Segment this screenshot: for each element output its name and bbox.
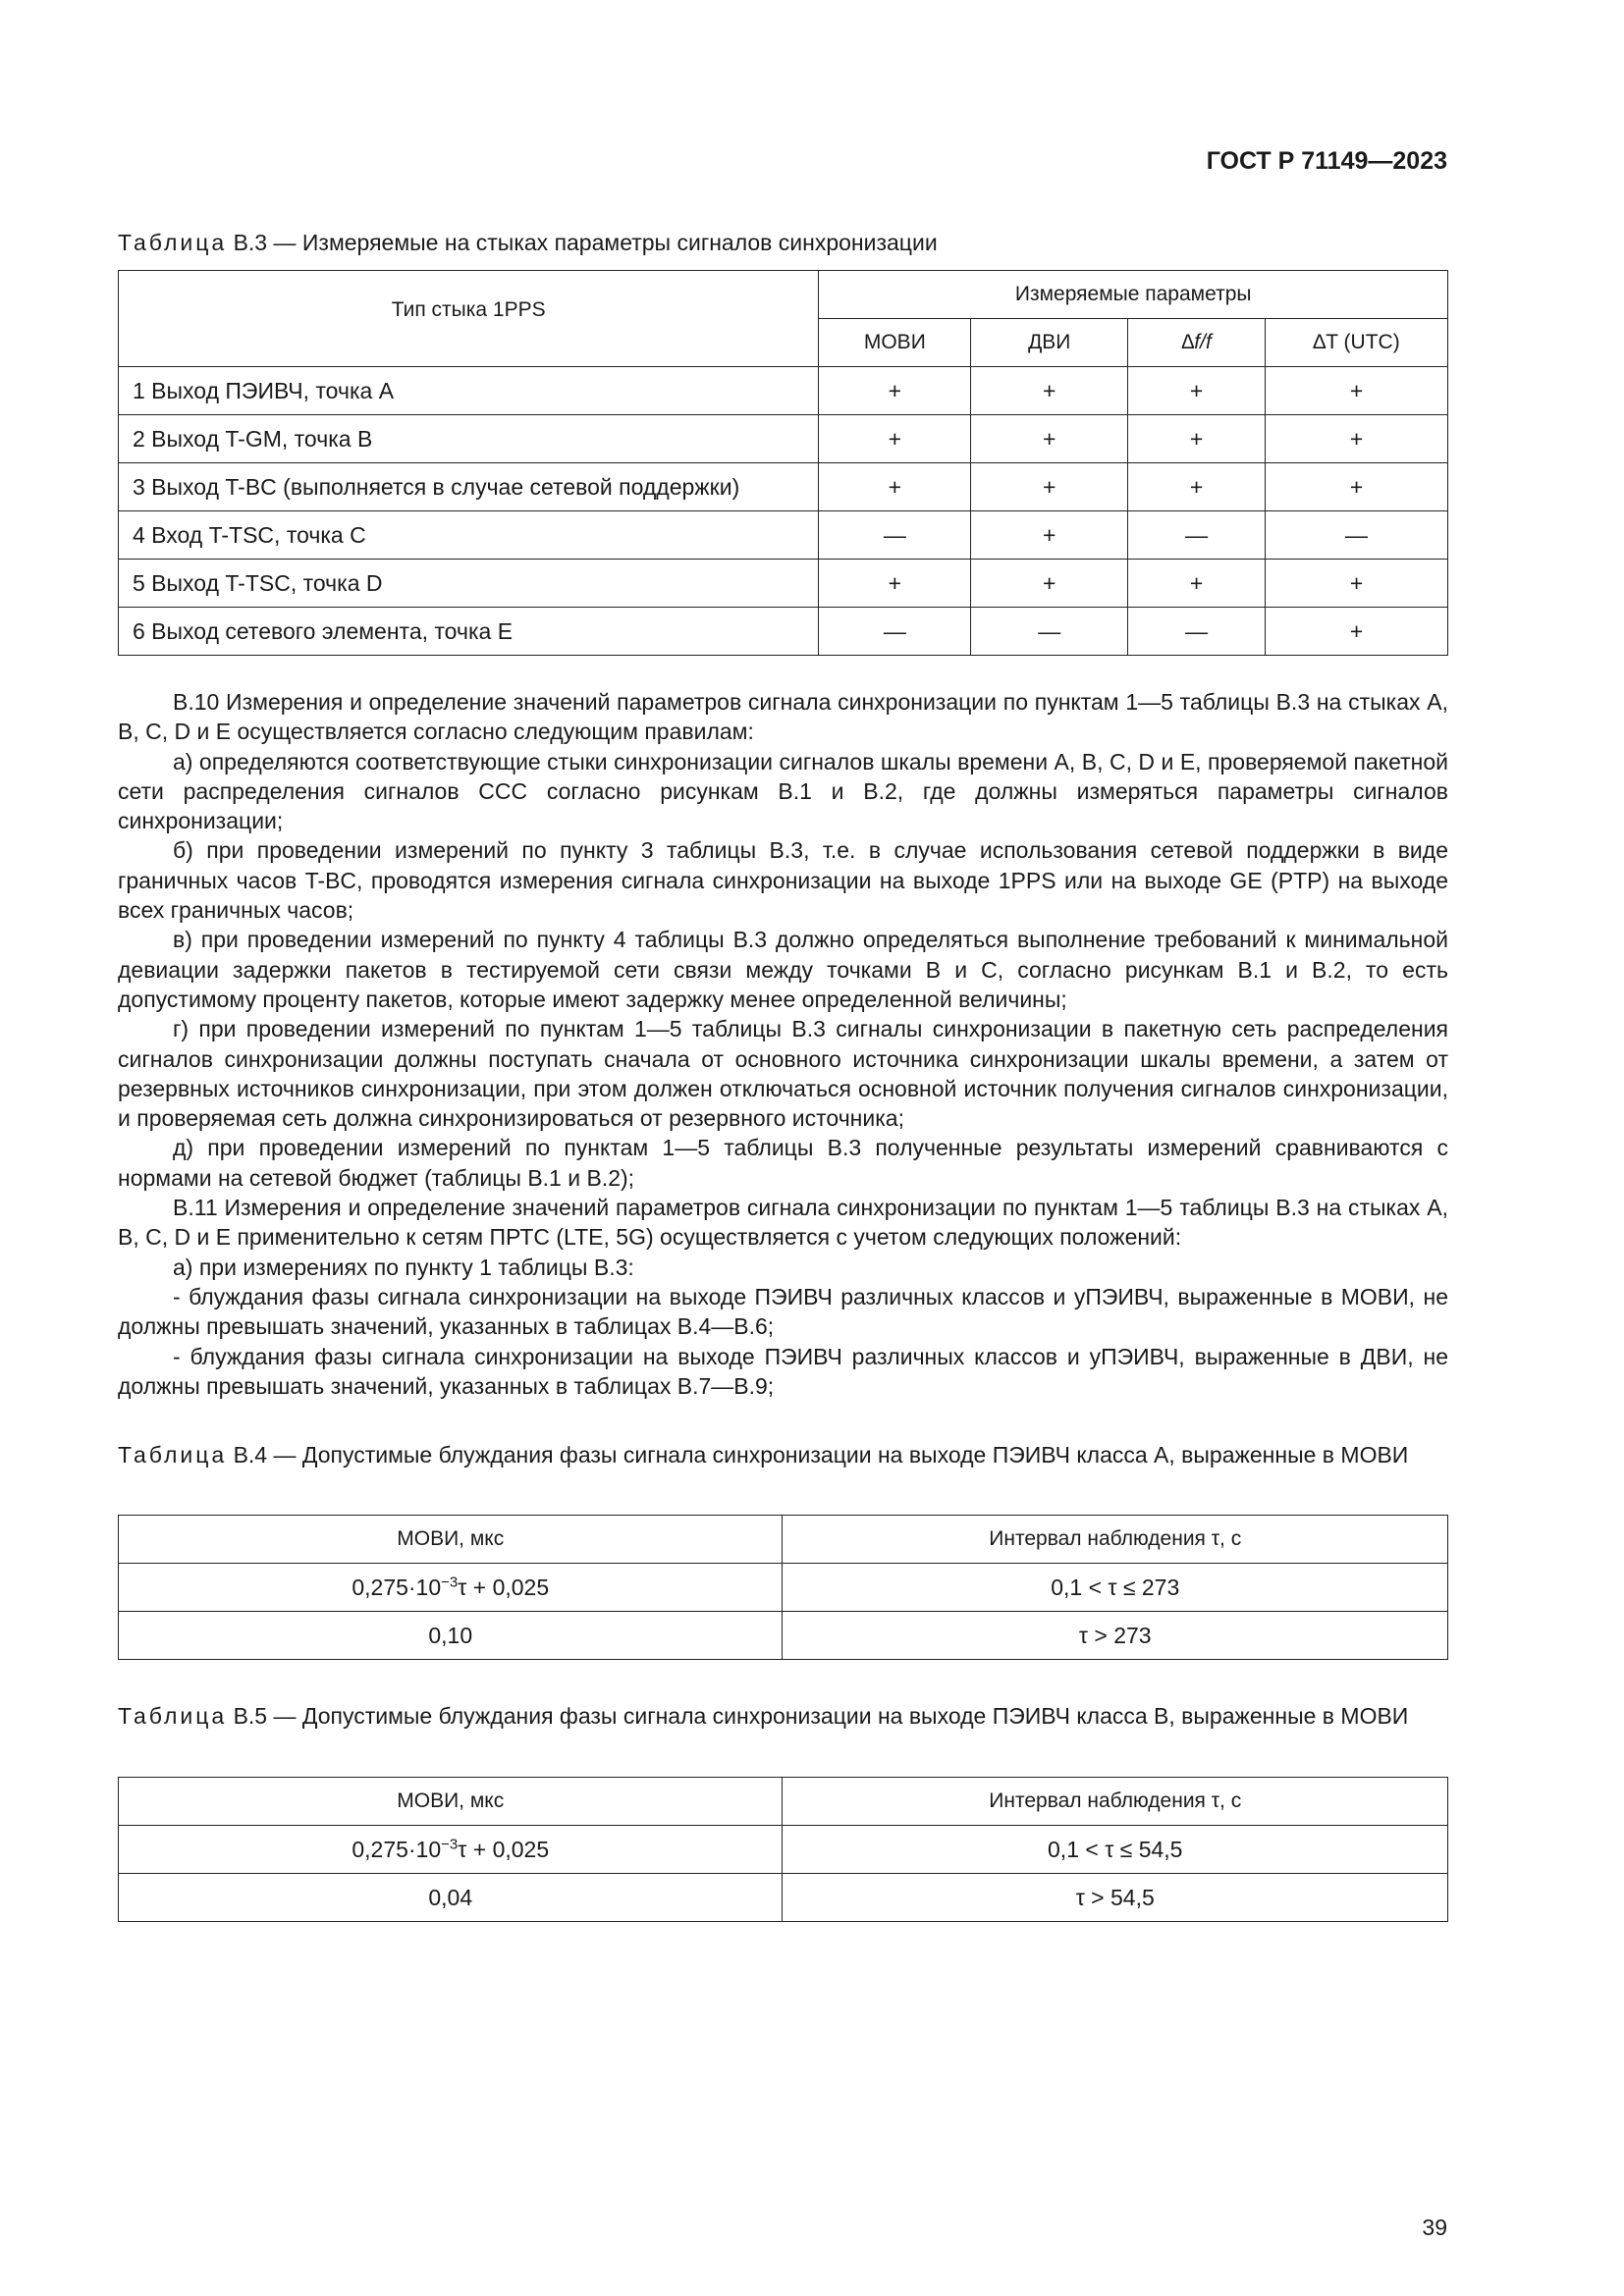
paragraph: а) определяются соответствующие стыки синхронизации сигналов шкалы времени A, B, C, D и E, проверяемой пакетной сети распределения сигналов ССС согласно рисункам В.1 и В.2, где должны измеряться параметры сигналов синхронизации; [118,748,1448,834]
row-name: 6 Выход сетевого элемента, точка E [119,608,819,656]
cell: + [1266,415,1448,463]
table-b5 [118,1777,1448,1922]
cell: + [971,560,1128,608]
paragraph: г) при проведении измерений по пунктам 1—5 таблицы В.3 сигналы синхронизации в пакетную сеть распределения сигналов синхронизации должны поступать сначала от основного источника синхронизации шкалы времени, а затем от резервных источников синхронизации, при этом должен отключаться основной источник получения сигналов синхронизации, и проверяемая сеть должна синхронизироваться от резервного источника; [118,1016,1448,1132]
cell: + [971,463,1128,511]
cell: — [819,511,971,560]
table-b3-caption [118,228,1448,257]
caption-text: В.5 — Допустимые блуждания фазы сигнала синхронизации на выходе ПЭИВЧ класса B, выраженные в МОВИ [227,1703,1409,1729]
row-name: 3 Выход T-BC (выполняется в случае сетевой поддержки) [119,463,819,511]
col-header-type: Тип стыка 1PPS [119,271,819,367]
cell: — [1266,511,1448,560]
standard-designation: ГОСТ Р 71149—2023 [1206,147,1447,175]
col-header-dt: ∆T (UTC) [1266,319,1448,367]
cell: — [1128,511,1266,560]
col-header-interval: Интервал наблюдения τ, с [783,1778,1448,1826]
row-name: 4 Вход T-TSC, точка C [119,511,819,560]
formula-exp: −3 [441,1573,459,1590]
table-row [119,608,1448,656]
cell: + [1128,463,1266,511]
caption-text: В.3 — Измеряемые на стыках параметры сигналов синхронизации [227,230,938,255]
paragraph: В.11 Измерения и определение значений параметров сигнала синхронизации по пунктам 1—5 таблицы В.3 на стыках А, B, C, D и E применительно к сетям ПРТС (LTE, 5G) осуществляется с учетом следующих положений: [118,1195,1448,1251]
row-name: 1 Выход ПЭИВЧ, точка А [119,367,819,415]
paragraph: - блуждания фазы сигнала синхронизации на выходе ПЭИВЧ различных классов и уПЭИВЧ, выраженные в МОВИ, не должны превышать значений, указанных в таблицах В.4—В.6; [118,1283,1448,1340]
paragraph: а) при измерениях по пункту 1 таблицы В.3: [173,1254,634,1280]
table-row [119,367,1448,415]
row-name: 2 Выход T-GM, точка B [119,415,819,463]
cell: 0,04 [119,1874,783,1922]
formula-b: τ + 0,025 [458,1836,550,1862]
cell: + [1128,367,1266,415]
cell: + [1128,560,1266,608]
cell: + [819,367,971,415]
paragraph: в) при проведении измерений по пункту 4 таблицы В.3 должно определяться выполнение требований к минимальной девиации задержки пакетов в тестируемой сети связи между точками B и C, согласно рисункам В.1 и В.2, то есть допустимому проценту пакетов, которые имеют задержку менее определенной величины; [118,927,1448,1012]
formula-b: τ + 0,025 [458,1574,550,1600]
table-row [119,1874,1448,1922]
formula-cell [119,1564,783,1612]
col-header-df: ∆f/f [1128,319,1266,367]
row-name: 5 Выход T-TSC, точка D [119,560,819,608]
cell: 0,1 < τ ≤ 273 [783,1564,1448,1612]
table-b5-caption [118,1701,1448,1731]
cell: τ > 54,5 [783,1874,1448,1922]
table-row [119,463,1448,511]
formula-exp: −3 [441,1835,459,1852]
caption-label: Таблица [118,1703,228,1729]
cell: + [819,560,971,608]
table-row [119,1564,1448,1612]
cell: — [1128,608,1266,656]
cell: + [971,511,1128,560]
formula-a: 0,275·10 [352,1574,442,1600]
paragraph: б) при проведении измерений по пункту 3 таблицы В.3, т.е. в случае использования сетевой поддержки в виде граничных часов T-BC, проводятся измерения сигнала синхронизации на выходе 1PPS или на выходе GE (PTP) на выходе всех граничных часов; [118,837,1448,924]
cell: + [819,463,971,511]
table-row [119,560,1448,608]
table-b4 [118,1515,1448,1660]
cell: + [1266,560,1448,608]
paragraph: д) при проведении измерений по пунктам 1—5 таблицы В.3 полученные результаты измерений сравниваются с нормами на сетевой бюджет (таблицы В.1 и В.2); [118,1135,1448,1191]
caption-label: Таблица [118,1442,228,1468]
cell: + [971,367,1128,415]
table-row [119,1612,1448,1660]
col-header-dvi: ДВИ [971,319,1128,367]
table-row [119,415,1448,463]
cell: 0,10 [119,1612,783,1660]
cell: + [819,415,971,463]
table-b4-caption [118,1440,1448,1469]
cell: + [1266,608,1448,656]
cell: τ > 273 [783,1612,1448,1660]
cell: — [971,608,1128,656]
paragraph: В.10 Измерения и определение значений параметров сигнала синхронизации по пунктам 1—5 таблицы В.3 на стыках А, B, C, D и E осуществляется согласно следующим правилам: [118,689,1448,745]
cell: — [819,608,971,656]
table-row [119,1826,1448,1874]
paragraph: - блуждания фазы сигнала синхронизации на выходе ПЭИВЧ различных классов и уПЭИВЧ, выраженные в ДВИ, не должны превышать значений, указанных в таблицах В.7—В.9; [118,1343,1448,1399]
cell: 0,1 < τ ≤ 54,5 [783,1826,1448,1874]
cell: + [1266,463,1448,511]
table-b3 [118,270,1448,656]
cell: + [971,415,1128,463]
table-row [119,511,1448,560]
col-header-interval: Интервал наблюдения τ, с [783,1516,1448,1564]
caption-label: Таблица [118,230,228,255]
body-text [118,687,1448,1401]
cell: + [1128,415,1266,463]
caption-text: В.4 — Допустимые блуждания фазы сигнала синхронизации на выходе ПЭИВЧ класса А, выраженные в МОВИ [227,1442,1409,1468]
formula-cell [119,1826,783,1874]
col-header-movi: МОВИ [819,319,971,367]
formula-a: 0,275·10 [352,1836,442,1862]
col-header-group: Измеряемые параметры [819,271,1448,319]
cell: + [1266,367,1448,415]
col-header-movi: МОВИ, мкс [119,1778,783,1826]
page-number: 39 [1422,2215,1447,2240]
col-header-movi: МОВИ, мкс [119,1516,783,1564]
